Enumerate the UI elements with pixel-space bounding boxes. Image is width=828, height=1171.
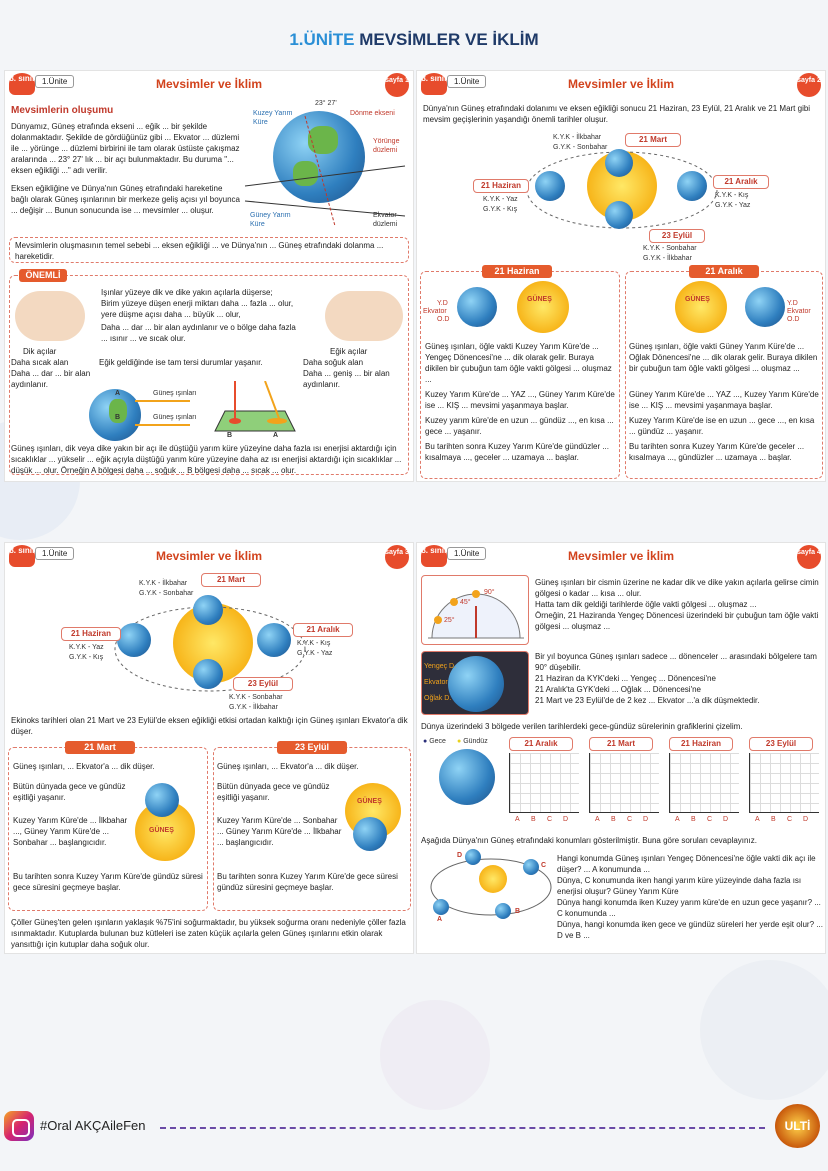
chart-grid bbox=[509, 753, 579, 813]
question-2: Dünya, C konumunda iken hangi yarım küre yüzeyinde daha fazla ısı enerjisi oluşur? Güney Yarım Küre bbox=[557, 876, 802, 896]
orbit-position-c bbox=[523, 859, 539, 875]
direct-angle-title: Dik açılar bbox=[23, 347, 57, 356]
panel-header bbox=[417, 71, 825, 97]
earth-21-haziran bbox=[117, 623, 151, 657]
chart-category-label: B bbox=[531, 816, 536, 823]
season-gyk-ilkbahar: G.Y.K - İlkbahar bbox=[643, 255, 692, 262]
panel-page-3 bbox=[4, 542, 414, 954]
earth-23-eylul bbox=[605, 201, 633, 229]
tropic-label: O.D bbox=[787, 316, 800, 323]
season-kyk-sonbahar: K.Y.K - Sonbahar bbox=[229, 694, 283, 701]
capricorn-tropic-label: Oğlak D. bbox=[424, 695, 452, 702]
chart-category-label: A bbox=[595, 816, 600, 823]
cause-text: Mevsimlerin oluşmasının temel sebebi ... eksen eğikliği ... ve Dünya'nın ... Güneş etrafındaki dolanma ... hareketidir. bbox=[15, 241, 384, 261]
intro-text: Dünya'nın Güneş etrafındaki dolanımı ve eksen eğikliği sonucu 21 Haziran, 23 Eylül, 21 Aralık ve 21 Mart gibi mevsim geçişlerinin yaşandığı önemli tarihler oluşur. bbox=[423, 104, 811, 124]
hand-flashlight-left bbox=[15, 291, 85, 341]
paragraph-1: Dünyamız, Güneş etrafında ekseni ... eğik ... bir şekilde dolanmaktadır. Şekilde de gördüğünüz gibi ... Ekvator ... düzlemi ile ... yörünge ... düzlemi birbirini ile tam olarak üstüste çakışmaz aralarında ... 23° 27' lık ... bir açı bulunmaktadır. Bu duruma "... eksen eğikliği ..." adı verilir. bbox=[11, 122, 240, 175]
orbit-plane-label: Yörünge düzlemi bbox=[373, 138, 400, 154]
chart-title: 21 Mart bbox=[589, 737, 653, 751]
panel-page-2 bbox=[416, 70, 826, 482]
date-tag-21-haziran: 21 Haziran bbox=[473, 179, 529, 193]
aralik-sun-label: GÜNEŞ bbox=[685, 296, 710, 303]
haziran-text-2: Kuzey Yarım Küre'de ... YAZ ..., Güney Yarım Küre'de ise ... KIŞ ... mevsimi yaşanmaya başlar. bbox=[425, 390, 615, 410]
page-title: 1.ÜNİTE MEVSİMLER VE İKLİM bbox=[289, 30, 539, 49]
tropics-line-4: 21 Mart ve 23 Eylül'de de 2 kez ... Ekvator ...'a dik düşmektedir. bbox=[535, 696, 760, 705]
eylul-earth bbox=[353, 817, 387, 851]
earth-21-aralik bbox=[257, 623, 291, 657]
background-circle bbox=[700, 960, 828, 1100]
season-kyk-kis: K.Y.K - Kış bbox=[297, 640, 331, 647]
chart-grid bbox=[669, 753, 739, 813]
aralik-title: 21 Aralık bbox=[689, 265, 759, 278]
mart-earth bbox=[145, 783, 179, 817]
southern-hemisphere-label: Güney Yarım Küre bbox=[250, 212, 291, 228]
mart-text-4: Bu tarihten sonra Kuzey Yarım Küre'de gündüz süresi gece süresini geçmeye başlar. bbox=[13, 872, 203, 892]
graph-intro: Dünya üzerindeki 3 bölgede verilen tarihlerdeki gece-gündüz sürelerinin grafiklerini çizelim. bbox=[421, 722, 743, 731]
unit-label: 1.Ünite bbox=[447, 547, 486, 560]
chart-category-label: A bbox=[675, 816, 680, 823]
mart-text-3: Kuzey Yarım Küre'de ... İlkbahar ..., Güney Yarım Küre'de ... Sonbahar ... başlangıcıdır. bbox=[13, 816, 128, 847]
orbit-position-a bbox=[433, 899, 449, 915]
shadow-line-1: Güneş ışınları bir cismin üzerine ne kadar dik ve dike yakın açılarla gelirse cimin gölgesi o kadar ... kısa ... olur. bbox=[535, 578, 819, 598]
unit-label: 1.Ünite bbox=[35, 75, 74, 88]
eylul-sun-label: GÜNEŞ bbox=[357, 798, 382, 805]
chart-title: 21 Aralık bbox=[509, 737, 573, 751]
chart-category-label: C bbox=[547, 816, 553, 823]
equator-label: Ekvator bbox=[423, 308, 447, 315]
chart-category-label: C bbox=[707, 816, 713, 823]
plate-b-label: B bbox=[227, 432, 233, 439]
season-kyk-yaz: K.Y.K - Yaz bbox=[483, 196, 518, 203]
eylul-text-2: Bütün dünyada gece ve gündüz eşitliği yaşanır. bbox=[217, 782, 330, 802]
chart-category-label: D bbox=[563, 816, 569, 823]
question-4: Dünya, hangi konumda iken gece ve gündüz süreleri her yerde eşit olur? ... D ve B ... bbox=[557, 920, 823, 940]
date-tag-21-haziran: 21 Haziran bbox=[61, 627, 121, 641]
chart-category-label: B bbox=[771, 816, 776, 823]
region-b-label: B bbox=[115, 414, 121, 421]
orbit-label-a: A bbox=[437, 916, 443, 923]
shadow-line-2: Hatta tam dik geldiği tarihlerde öğle vakti gölgesi ... oluşmaz ... bbox=[535, 600, 757, 609]
equator-map-label: Ekvator bbox=[424, 679, 448, 686]
oblique-angle-item-2: Daha ... geniş ... bir alan aydınlanır. bbox=[303, 369, 390, 389]
chart-title: 23 Eylül bbox=[749, 737, 813, 751]
aralik-text-3: Kuzey Yarım Küre'de ise en uzun ... gece ..., en kısa ... gündüz ... yaşanır. bbox=[629, 416, 815, 436]
orbit-label-d: D bbox=[457, 852, 463, 859]
tropics-line-1: Bir yıl boyunca Güneş ışınları sadece ... dönenceler ... arasındaki bölgelere tam 90° düşebilir. bbox=[535, 652, 817, 672]
map-earth bbox=[448, 656, 504, 712]
chart-category-label: D bbox=[723, 816, 729, 823]
aralik-text-2: Güney Yarım Küre'de ... YAZ ..., Kuzey Yarım Küre'de ise ... KIŞ ... mevsimi yaşanmaya başlar. bbox=[629, 390, 819, 410]
unit-label: 1.Ünite bbox=[447, 75, 486, 88]
earth-21-mart bbox=[193, 595, 223, 625]
angle-90-label: 90° bbox=[484, 589, 495, 596]
panel-page-4 bbox=[416, 542, 826, 954]
mart-text-1: Güneş ışınları, ... Ekvator'a ... dik düşer. bbox=[13, 762, 155, 771]
regions-globe bbox=[439, 749, 495, 805]
cancer-tropic-label: Yengeç D. bbox=[424, 663, 457, 670]
earth-21-aralik bbox=[677, 171, 707, 201]
eylul-title: 23 Eylül bbox=[277, 741, 347, 754]
panel-title: Mevsimler ve İklim bbox=[155, 77, 263, 91]
date-tag-21-aralik: 21 Aralık bbox=[713, 175, 769, 189]
angle-plate-diagram bbox=[205, 381, 305, 441]
grade-badge: 8. sınıf bbox=[9, 73, 35, 95]
dome-shape bbox=[422, 576, 530, 646]
panel-header bbox=[417, 543, 825, 569]
orbit-position-b bbox=[495, 903, 511, 919]
haziran-text-3: Kuzey yarım küre'de en uzun ... gündüz ..., en kısa ... gece ... yaşanır. bbox=[425, 416, 614, 436]
earth-21-mart bbox=[605, 149, 633, 177]
page-number-badge: sayfa 2 bbox=[797, 73, 821, 97]
season-kyk-kis: K.Y.K - Kış bbox=[715, 192, 749, 199]
panel-header bbox=[5, 71, 413, 97]
season-gyk-sonbahar: G.Y.K - Sonbahar bbox=[553, 144, 608, 151]
social-handle[interactable]: #Oral AKÇAileFen bbox=[40, 1118, 146, 1133]
bottom-paragraph: Güneş ışınları, dik veya dike yakın bir açı ile düştüğü yarım küre yüzeyine daha fazla ısı enerjisi aktardığı için sıcaklıklar ... yükselir ... eğik açıyla düştüğü yarım küre yüzeyine daha az ısı enerjisi aktardığı için sıcaklıklar ... düşük ... olur. Örneğin A bölgesi daha ... soğuk ... B bölgesi daha ... sıcak ... olur. bbox=[11, 444, 402, 475]
region-a-label: A bbox=[115, 390, 121, 397]
equator-label: Ekvator bbox=[787, 308, 811, 315]
grade-badge: 8. sınıf bbox=[421, 545, 447, 567]
panel-title: Mevsimler ve İklim bbox=[567, 549, 675, 563]
important-label: ÖNEMLİ bbox=[19, 269, 67, 282]
chart-category-label: B bbox=[611, 816, 616, 823]
tropics-line-3: 21 Aralık'ta GYK'deki ... Oğlak ... Dönencesi'ne bbox=[535, 685, 701, 694]
question-3: Dünya hangi konumda iken Kuzey yarım küre'de en uzun gece yaşanır? ... C konumunda ... bbox=[557, 898, 821, 918]
chart-grid bbox=[749, 753, 819, 813]
aralik-text-1: Güneş ışınları, öğle vakti Güney Yarım Küre'de ... Oğlak Dönencesi'ne ... dik olarak gelir. Buraya dikilen bir çubuğun tam öğle vakti gölgesi ... oluşmaz ... bbox=[629, 342, 818, 373]
important-line-3: Daha ... dar ... bir alan aydınlanır ve o bölge daha fazla ... ısınır ... ve sıcak olur. bbox=[101, 323, 296, 343]
direct-angle-item-2: Daha ... dar ... bir alan aydınlanır. bbox=[11, 369, 91, 389]
haziran-sun-label: GÜNEŞ bbox=[527, 296, 552, 303]
date-tag-21-mart: 21 Mart bbox=[625, 133, 681, 147]
bottom-paragraph: Çöller Güneş'ten gelen ışınların yaklaşık %75'ini soğurmaktadır, bu yüksek soğurma oranı nedeniyle çöller fazla ısınmaktadır. Kutuplarda bulunan buz kütleleri ise zaten küçük açılarla gelen Güneş ışınlarını etkin olarak yansıttığı için kutuplar daha soğuk olur. bbox=[11, 918, 406, 949]
season-kyk-ilkbahar: K.Y.K - İlkbahar bbox=[139, 580, 188, 587]
chart-category-label: C bbox=[787, 816, 793, 823]
equator-plane-label: Ekvator düzlemi bbox=[373, 212, 398, 228]
shadow-line-3: Örneğin, 21 Haziranda Yengeç Dönencesi üzerindeki bir çubuğun tam öğle vakti gölgesi ... oluşmaz ... bbox=[535, 611, 819, 631]
oblique-angle-item-1: Daha soğuk alan bbox=[303, 358, 364, 367]
chart-category-label: C bbox=[627, 816, 633, 823]
mart-title: 21 Mart bbox=[65, 741, 135, 754]
footer-divider bbox=[160, 1127, 765, 1129]
orbit-label-c: C bbox=[541, 862, 547, 869]
publisher-logo: ULTİ bbox=[775, 1104, 820, 1148]
season-kyk-sonbahar: K.Y.K - Sonbahar bbox=[643, 245, 697, 252]
season-gyk-kis: G.Y.K - Kış bbox=[69, 654, 104, 661]
season-gyk-kis: G.Y.K - Kış bbox=[483, 206, 518, 213]
page-number-badge: sayfa 4 bbox=[797, 545, 821, 569]
page-number-badge: sayfa 1 bbox=[385, 73, 409, 97]
earth-21-haziran bbox=[535, 171, 565, 201]
important-line-2: Birim yüzeye düşen enerji miktarı daha ... fazla ... olur, yere düşme açısı daha ... büyük ... olur, bbox=[101, 299, 294, 319]
tropics-line-2: 21 Haziran da KYK'deki ... Yengeç ... Dönencesi'ne bbox=[535, 674, 716, 683]
northern-hemisphere-label: Kuzey Yarım Küre bbox=[253, 110, 293, 126]
legend-day: ● Gündüz bbox=[457, 738, 488, 745]
haziran-sun bbox=[517, 281, 569, 333]
aralik-sun bbox=[675, 281, 727, 333]
date-tag-23-eylul: 23 Eylül bbox=[649, 229, 705, 243]
season-kyk-ilkbahar: K.Y.K - İlkbahar bbox=[553, 134, 602, 141]
angle-45-label: 45° bbox=[460, 599, 471, 606]
haziran-earth bbox=[457, 287, 497, 327]
rotation-axis-label: Dönme ekseni bbox=[350, 110, 395, 117]
unit-label: 1.Ünite bbox=[35, 547, 74, 560]
tropic-label: Y.D bbox=[437, 300, 448, 307]
eylul-text-3: Kuzey Yarım Küre'de ... Sonbahar ... Güney Yarım Küre'de ... İlkbahar ... başlangıcıdır. bbox=[217, 816, 342, 847]
shadow-dome-diagram bbox=[421, 575, 529, 645]
panel-header bbox=[5, 543, 413, 569]
sun-rays-label-a: Güneş ışınları bbox=[153, 390, 197, 397]
aralik-earth bbox=[745, 287, 785, 327]
aralik-text-4: Bu tarihten sonra Kuzey Yarım Küre'de geceler ... kısalmaya ..., gündüzler ... uzamaya ... başlar. bbox=[629, 442, 805, 462]
grade-badge: 8. sınıf bbox=[9, 545, 35, 567]
direct-angle-item-1: Daha sıcak alan bbox=[11, 358, 69, 367]
oblique-angle-title: Eğik açılar bbox=[330, 347, 368, 356]
tropic-label: Y.D bbox=[787, 300, 798, 307]
tropic-label: O.D bbox=[437, 316, 450, 323]
date-tag-21-aralik: 21 Aralık bbox=[293, 623, 353, 637]
panel-page-1 bbox=[4, 70, 414, 482]
paragraph-2: Eksen eğikliğine ve Dünya'nın Güneş etrafındaki hareketine bağlı olarak Güneş ışınlarının bir merkeze geliş açısı yıl boyunca ... değişir ... Bunun sonucunda ise ... mevsimler ... oluşur. bbox=[11, 184, 240, 215]
eylul-text-4: Bu tarihten sonra Kuzey Yarım Küre'de gece süresi gündüz süresini geçmeye başlar. bbox=[217, 872, 398, 892]
important-line-1: Işınlar yüzeye dik ve dike yakın açılarla düşerse; bbox=[101, 288, 273, 297]
orbit-question-sun bbox=[479, 865, 507, 893]
mart-text-2: Bütün dünyada gece ve gündüz eşitliği yaşanır. bbox=[13, 782, 126, 802]
background-circle bbox=[380, 1000, 490, 1110]
date-tag-21-mart: 21 Mart bbox=[201, 573, 261, 587]
legend-night: ● Gece bbox=[423, 738, 446, 745]
panel-title: Mevsimler ve İklim bbox=[567, 77, 675, 91]
date-tag-23-eylul: 23 Eylül bbox=[233, 677, 293, 691]
question-intro: Aşağıda Dünya'nın Güneş etrafındaki konumları gösterilmiştir. Buna göre soruları cevaplayınız. bbox=[421, 836, 757, 845]
tilt-angle-label: 23° 27' bbox=[315, 100, 337, 107]
section-heading: Mevsimlerin oluşumu bbox=[11, 105, 114, 116]
chart-category-label: B bbox=[691, 816, 696, 823]
angle-25-label: 25° bbox=[444, 617, 455, 624]
season-gyk-sonbahar: G.Y.K - Sonbahar bbox=[139, 590, 194, 597]
oblique-note: Eğik geldiğinde ise tam tersi durumlar yaşanır. bbox=[99, 358, 263, 367]
grade-badge: 8. sınıf bbox=[421, 73, 447, 95]
orbit-position-d bbox=[465, 849, 481, 865]
season-gyk-ilkbahar: G.Y.K - İlkbahar bbox=[229, 704, 278, 711]
question-1: Hangi konumda Güneş ışınları Yengeç Dönencesi'ne öğle vakti dik açı ile düşer? ... A konumunda ... bbox=[557, 854, 816, 874]
hand-flashlight-right bbox=[325, 291, 403, 341]
instagram-icon[interactable] bbox=[4, 1111, 34, 1141]
haziran-text-4: Bu tarihten sonra Kuzey Yarım Küre'de gündüzler ... kısalmaya ..., geceler ... uzamaya ... başlar. bbox=[425, 442, 609, 462]
season-gyk-yaz: G.Y.K - Yaz bbox=[297, 650, 333, 657]
tropics-map bbox=[421, 651, 529, 715]
earth-23-eylul bbox=[193, 659, 223, 689]
season-kyk-yaz: K.Y.K - Yaz bbox=[69, 644, 104, 651]
orbit-label-b: B bbox=[515, 908, 521, 915]
page-number-badge: sayfa 3 bbox=[385, 545, 409, 569]
chart-grid bbox=[589, 753, 659, 813]
chart-category-label: A bbox=[755, 816, 760, 823]
season-gyk-yaz: G.Y.K - Yaz bbox=[715, 202, 751, 209]
chart-category-label: A bbox=[515, 816, 520, 823]
sun-rays-label-b: Güneş ışınları bbox=[153, 414, 197, 421]
chart-category-label: D bbox=[803, 816, 809, 823]
chart-category-label: D bbox=[643, 816, 649, 823]
mart-sun-label: GÜNEŞ bbox=[149, 827, 174, 834]
plate-a-label: A bbox=[273, 432, 279, 439]
haziran-text-1: Güneş ışınları, öğle vakti Kuzey Yarım Küre'de ... Yengeç Dönencesi'ne ... dik olarak gelir. Buraya dikilen bir çubuğun tam öğle vakti gölgesi ... oluşmaz ... bbox=[425, 342, 612, 384]
haziran-title: 21 Haziran bbox=[482, 265, 552, 278]
chart-title: 21 Haziran bbox=[669, 737, 733, 751]
eylul-text-1: Güneş ışınları, ... Ekvator'a ... dik düşer. bbox=[217, 762, 359, 771]
equinox-text: Ekinoks tarihleri olan 21 Mart ve 23 Eylül'de eksen eğikliği etkisi ortadan kalktığı için Güneş ışınları Ekvator'a dik düşer. bbox=[11, 716, 408, 736]
panel-title: Mevsimler ve İklim bbox=[155, 549, 263, 563]
